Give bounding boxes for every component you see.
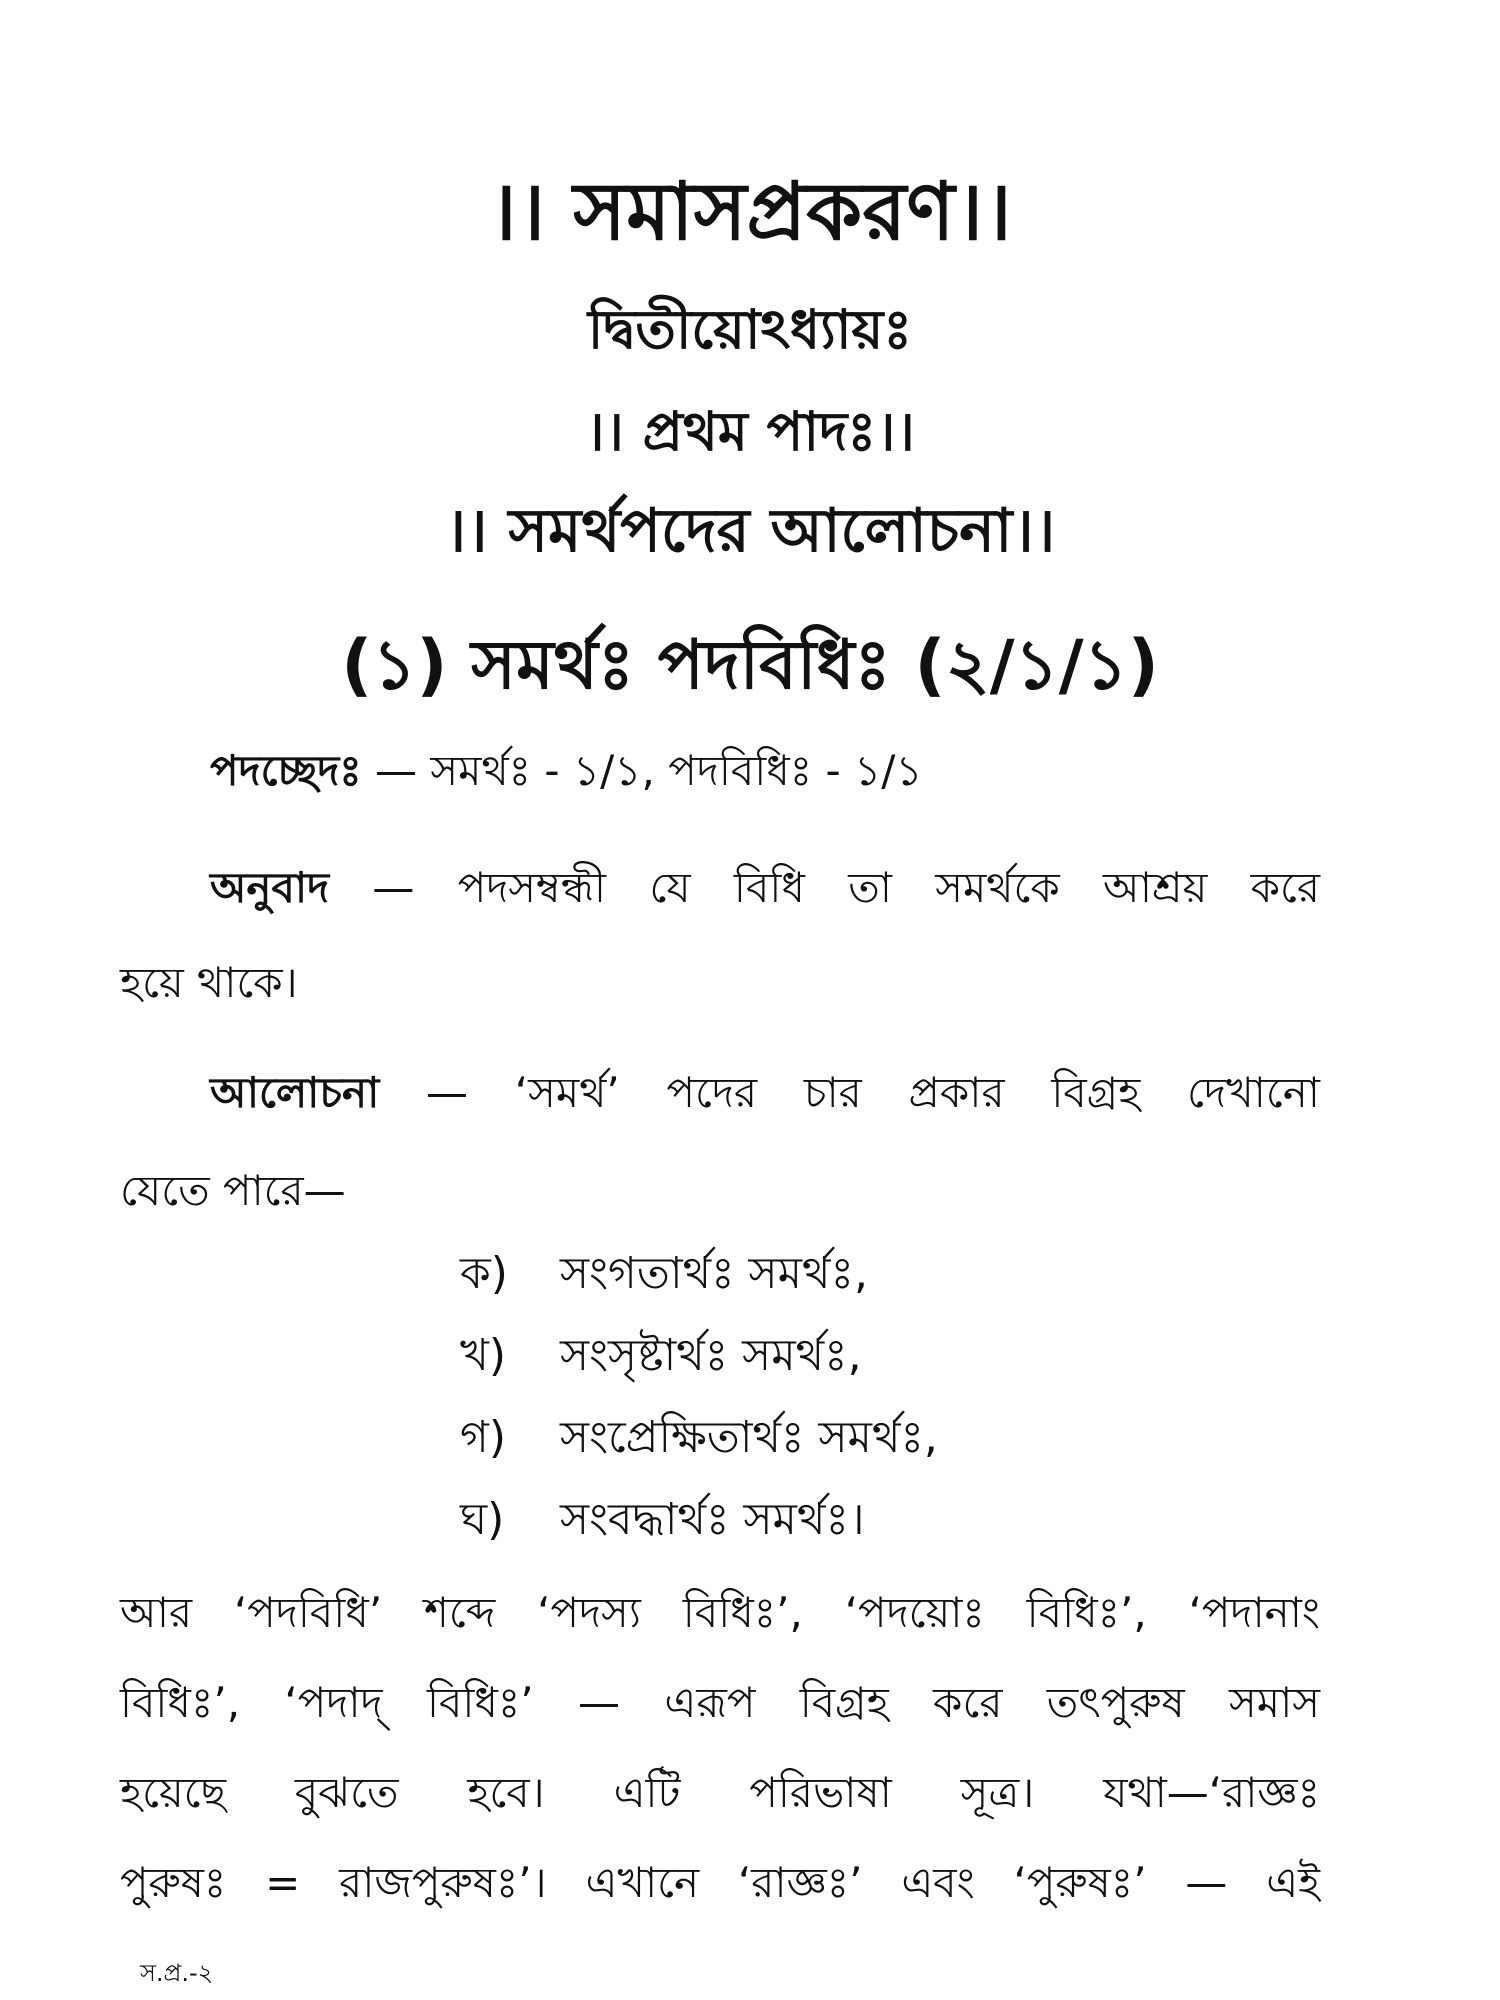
list-text: সংপ্রেক্ষিতার্থঃ সমর্থঃ, [560,1412,938,1463]
padacheda-text: — সমর্থঃ - ১/১, পদবিধিঃ - ১/১ [361,746,923,795]
list-item [460,1486,865,1559]
alochana-line-1 [210,1060,1320,1131]
list-marker: গ) [460,1412,507,1463]
topic-heading: ।। সমর্থপদের আলোচনা।। [444,496,1056,566]
anubad-line-2: হয়ে থাকে। [120,958,298,1007]
page-footer-signature: স.প্র.-২ [140,1959,214,1987]
list-item [460,1404,938,1477]
list-marker: ঘ) [460,1494,505,1545]
alochana-text: — ‘সমর্থ’ পদের চার প্রকার বিগ্রহ দেখানো [379,1068,1320,1117]
paragraph-line-1: আর ‘পদবিধি’ শব্দে ‘পদস্য বিধিঃ’, ‘পদয়োঃ বিধিঃ’, ‘পদানাং [120,1588,1320,1637]
anubad-line-1 [210,855,1320,926]
paragraph-line-2: বিধিঃ’, ‘পদাদ্ বিধিঃ’ — এরূপ বিগ্রহ করে তৎপুরুষ সমাস [120,1678,1320,1727]
list-marker: ক) [460,1248,508,1299]
list-text: সংবদ্ধার্থঃ সমর্থঃ। [560,1494,865,1545]
anubad-label: অনুবাদ [210,863,330,912]
list-item [460,1322,862,1395]
padacheda-line [210,738,1410,809]
list-item [460,1240,868,1313]
chapter-number: দ্বিতীয়োঽধ্যায়ঃ [587,298,913,361]
paragraph-line-4: পুরুষঃ = রাজপুরুষঃ’। এখানে ‘রাজ্ঞঃ’ এবং ‘পুরুষঃ’ — এই [120,1858,1320,1907]
chapter-title: ।। সমাসপ্রকরণ।। [488,165,1012,258]
list-marker: খ) [460,1330,507,1381]
list-text: সংগতার্থঃ সমর্থঃ, [560,1248,868,1299]
section-heading: ।। প্রথম পাদঃ।। [585,400,915,463]
alochana-label: আলোচনা [210,1068,380,1117]
alochana-line-2: যেতে পারে— [120,1166,346,1215]
padacheda-label: পদচ্ছেদঃ [210,746,362,795]
sutra-heading: (১) সমর্থঃ পদবিধিঃ (২/১/১) [341,626,1159,705]
list-text: সংসৃষ্টার্থঃ সমর্থঃ, [560,1330,862,1381]
paragraph-line-3: হয়েছে বুঝতে হবে। এটি পরিভাষা সূত্র। যথা—‘রাজ্ঞঃ [120,1768,1320,1817]
anubad-text: — পদসম্বন্ধী যে বিধি তা সমর্থকে আশ্রয় করে [329,863,1320,912]
